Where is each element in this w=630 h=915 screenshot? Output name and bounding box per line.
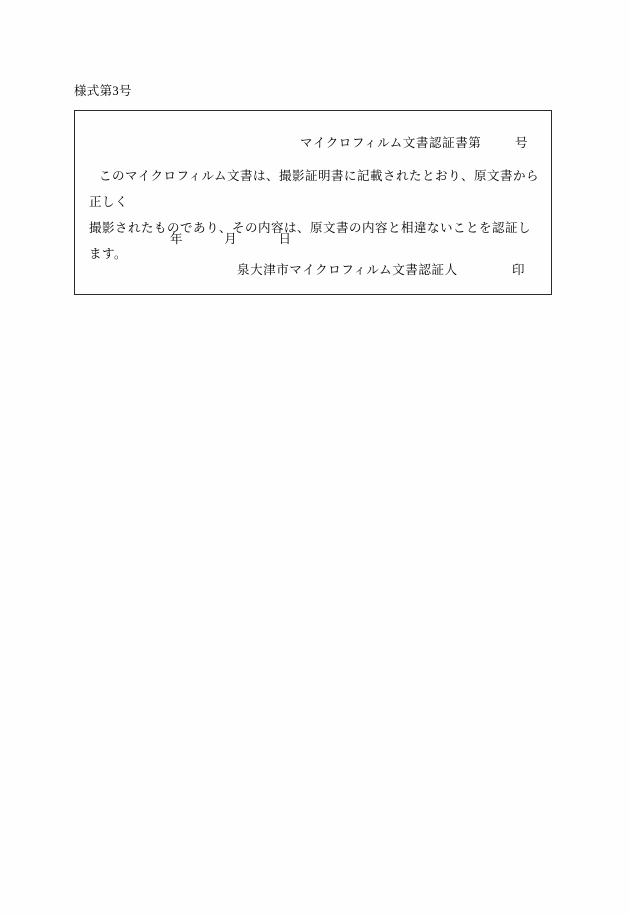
date-row [170, 229, 292, 247]
certificate-number-suffix: 号 [515, 136, 528, 150]
signer-label: 泉大津市マイクロフィルム文書認証人 [237, 263, 458, 277]
date-month-label: 月 [224, 232, 238, 246]
certificate-body-line-2: 撮影されたものであり、その内容は、原文書の内容と相違ないことを認証します。 [89, 221, 532, 261]
certificate-body [89, 163, 541, 267]
certificate-box [74, 110, 552, 295]
certificate-title: マイクロフィルム文書認証書第 [300, 136, 482, 150]
certificate-body-line-1: このマイクロフィルム文書は、撮影証明書に記載されたとおり、原文書から正しく [89, 169, 540, 209]
date-day-label: 日 [278, 232, 292, 246]
certificate-title-row [75, 133, 551, 151]
form-number-label: 様式第3号 [74, 84, 132, 98]
date-year-label: 年 [170, 232, 184, 246]
seal-mark: 印 [512, 263, 525, 277]
